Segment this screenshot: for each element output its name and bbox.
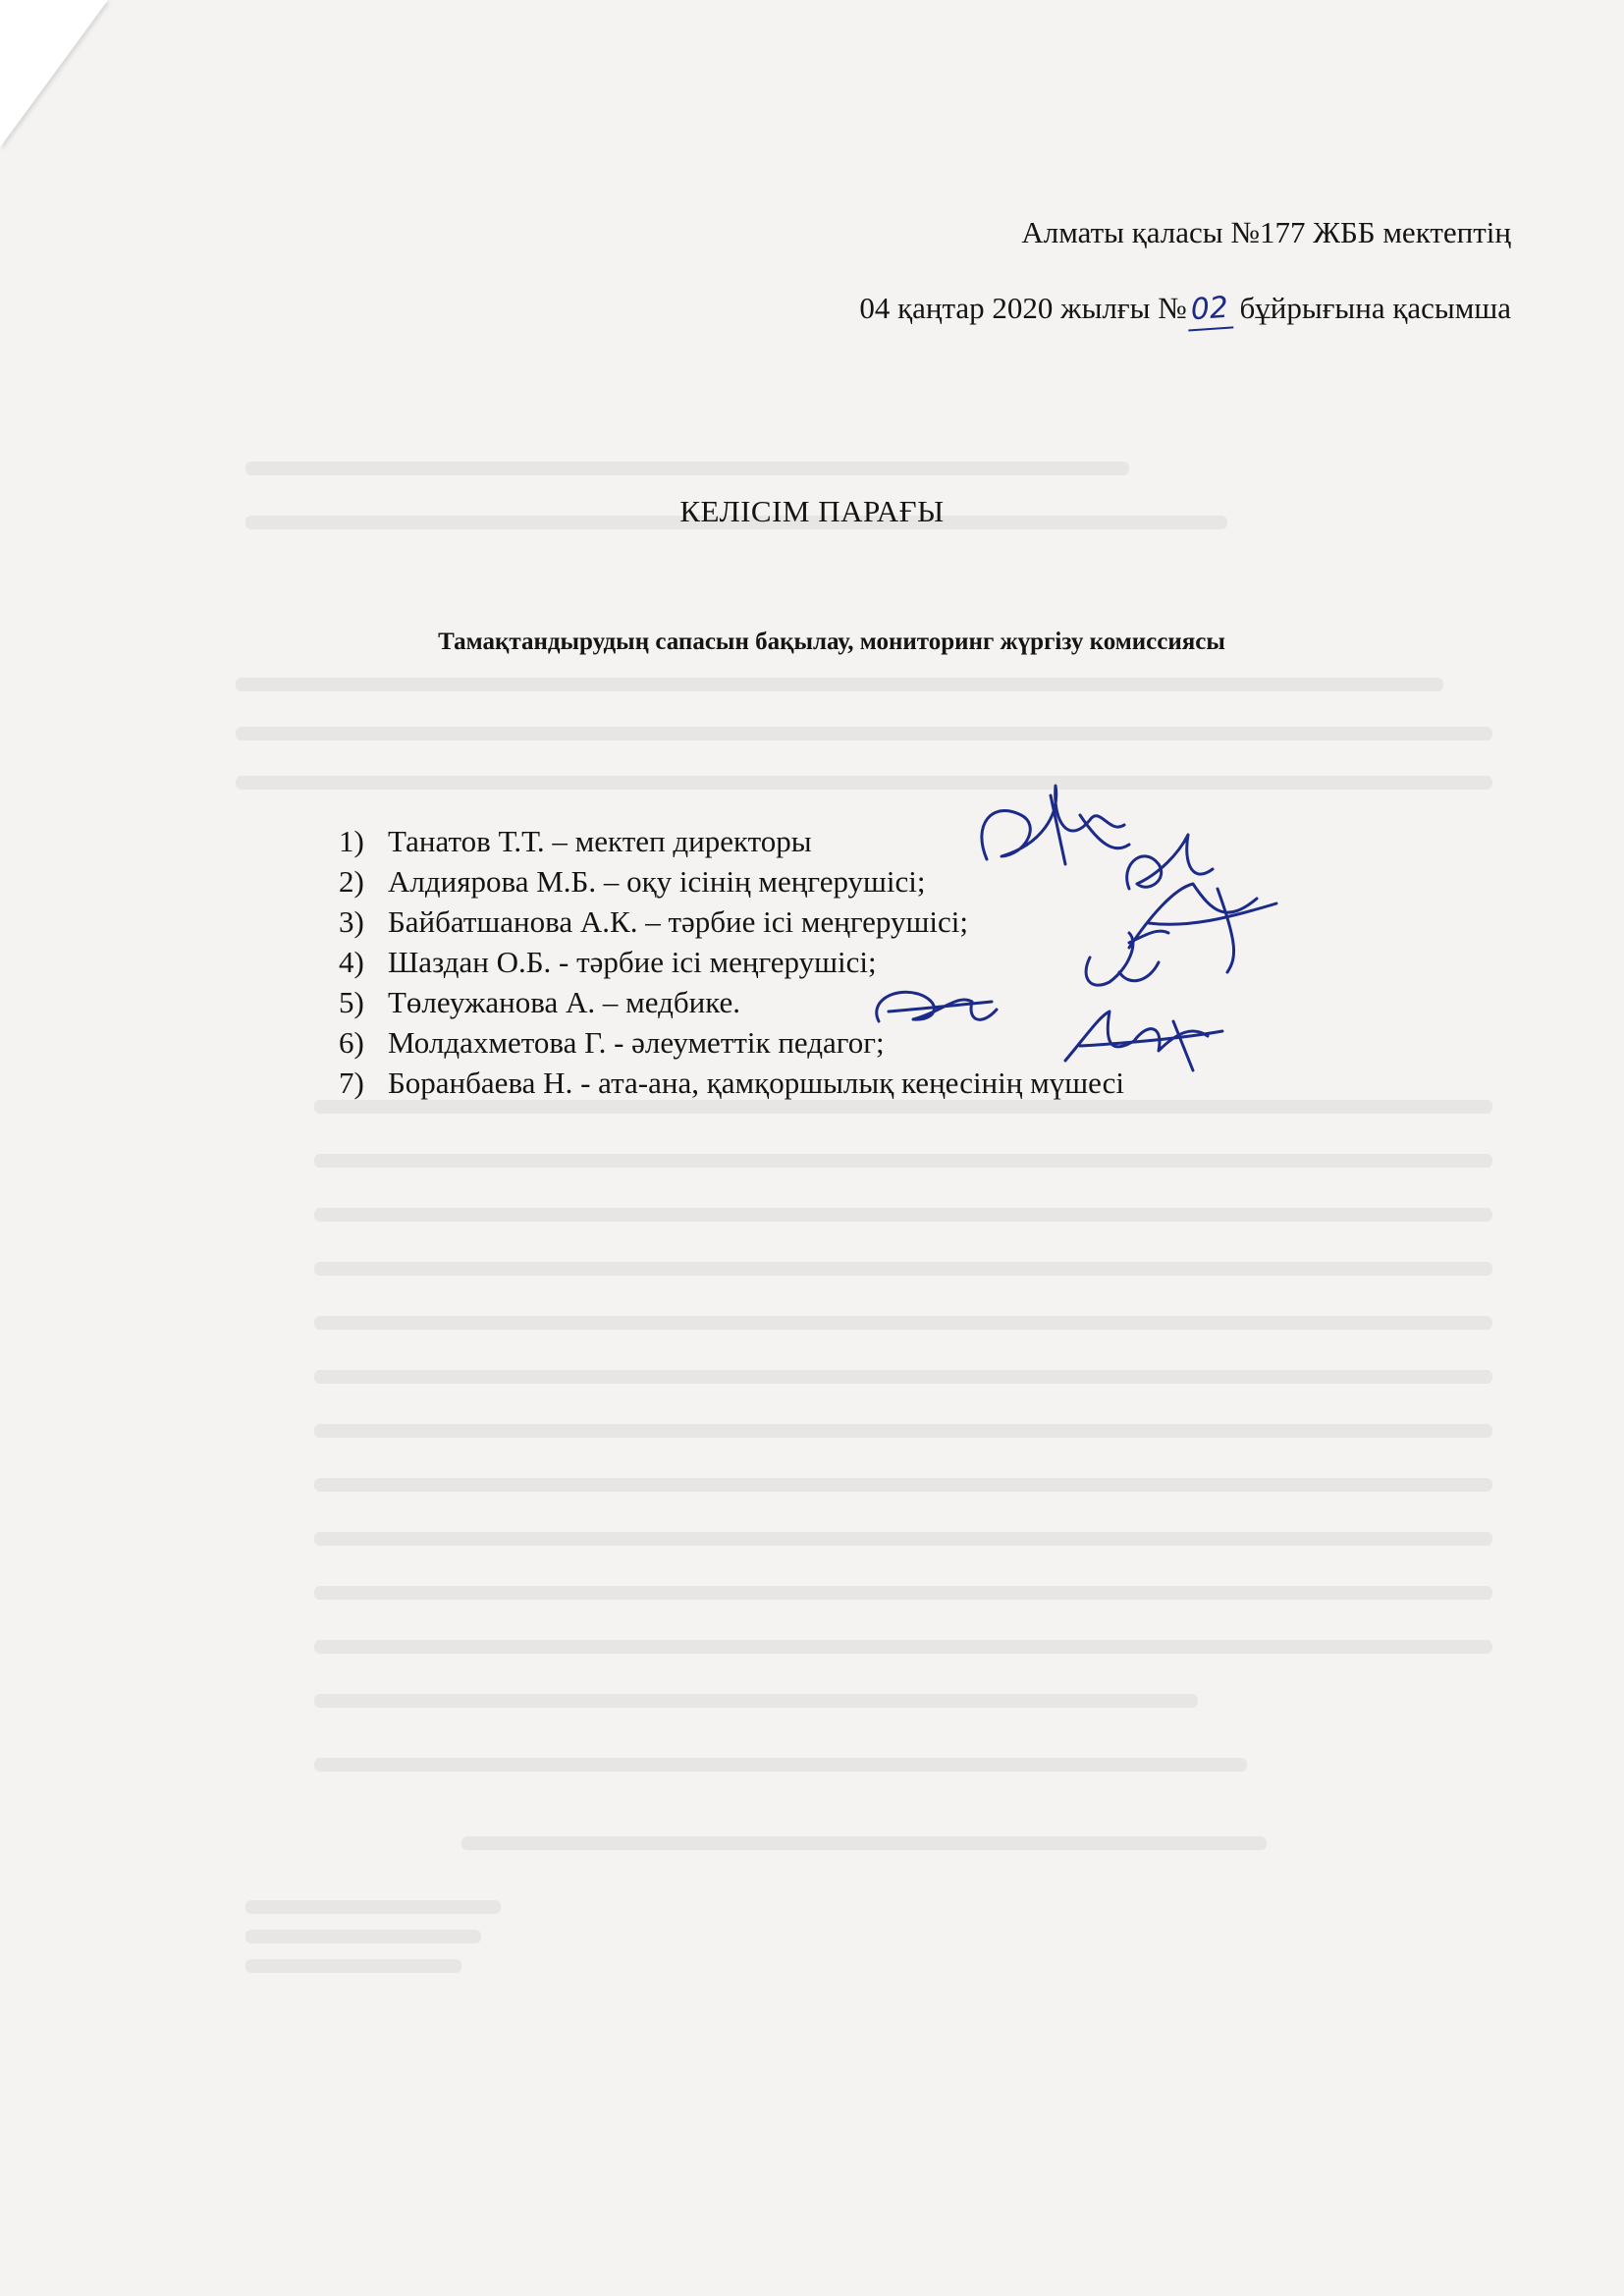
member-text: Танатов Т.Т. – мектеп директоры xyxy=(388,824,812,858)
member-text: Төлеужанова А. – медбике. xyxy=(388,985,741,1019)
document-subtitle: Тамақтандырудың сапасын бақылау, мониторинг жүргізу комиссиясы xyxy=(438,629,1225,655)
member-number: 5) xyxy=(339,985,364,1019)
signature-baibatshanova xyxy=(1129,884,1276,972)
header-line-2 xyxy=(859,290,1511,330)
member-text: Молдахметова Г. - әлеуметтік педагог; xyxy=(388,1025,885,1060)
member-text: Алдиярова М.Б. – оқу ісінің меңгерушісі; xyxy=(388,864,926,899)
member-number: 6) xyxy=(339,1025,364,1060)
member-number: 4) xyxy=(339,945,364,979)
member-text: Байбатшанова А.К. – тәрбие ісі меңгерушісі; xyxy=(388,904,968,939)
member-number: 2) xyxy=(339,864,364,899)
member-number: 3) xyxy=(339,904,364,939)
member-list xyxy=(339,821,1124,1103)
member-item xyxy=(339,942,1124,982)
header-line-1: Алматы қаласы №177 ЖББ мектептің xyxy=(1021,215,1511,249)
member-text: Боранбаева Н. - ата-ана, қамқоршылық кеңесінің мүшесі xyxy=(388,1066,1124,1100)
member-text: Шаздан О.Б. - тәрбие ісі меңгерушісі; xyxy=(388,945,877,979)
order-number-handwritten: 02 xyxy=(1185,289,1233,331)
member-number: 1) xyxy=(339,824,364,858)
member-number: 7) xyxy=(339,1066,364,1100)
member-item xyxy=(339,821,1124,861)
member-item xyxy=(339,1022,1124,1063)
document-title: КЕЛІСІМ ПАРАҒЫ xyxy=(679,494,945,528)
member-item xyxy=(339,902,1124,942)
member-item xyxy=(339,1063,1124,1103)
header-line-2-end: бұйрығына қасымша xyxy=(1231,291,1511,325)
folded-corner xyxy=(0,0,108,147)
signature-aldiyarova xyxy=(1127,835,1213,889)
member-item xyxy=(339,982,1124,1022)
header-line-2-start: 04 қаңтар 2020 жылғы № xyxy=(859,291,1187,325)
member-item xyxy=(339,861,1124,902)
